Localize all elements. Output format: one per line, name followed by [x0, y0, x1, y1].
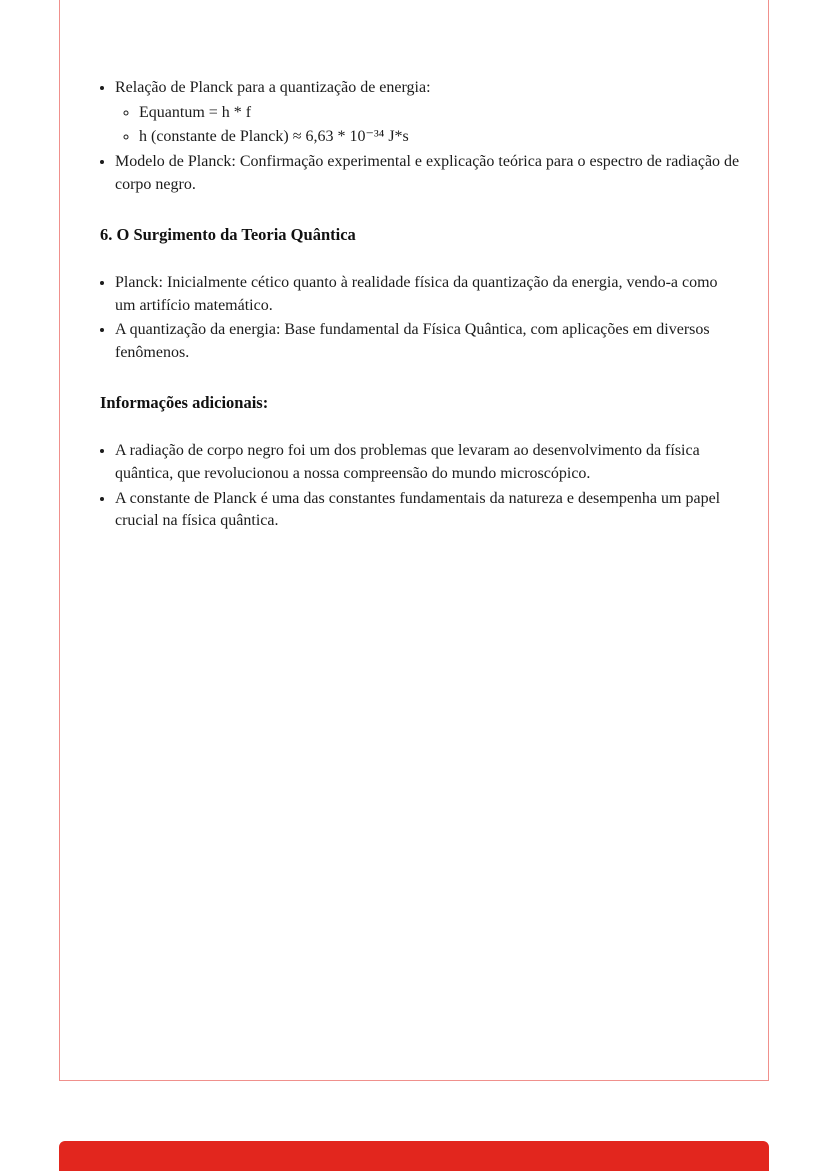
planck-relation-list — [100, 77, 740, 197]
list-subitem: ◦ h (constante de Planck) ≈ 6,63 * 10⁻³⁴ J*s — [139, 126, 740, 149]
list-item — [115, 151, 740, 196]
page-content — [60, 0, 768, 533]
list-item-text: Relação de Planck para a quantização de energia: — [115, 79, 431, 96]
list-subitem: ◦ Equantum = h * f — [139, 102, 740, 125]
section-heading-informacoes-adicionais: Informações adicionais: — [100, 392, 269, 412]
list-item: • A constante de Planck é uma das constantes fundamentais da natureza e desempenha um papel crucial na física quântica. — [115, 488, 740, 533]
list-item-text: Modelo de Planck: Confirmação experimental e explicação teórica para o espectro de radiação de corpo negro. — [115, 153, 740, 193]
teoria-quantica-list — [100, 272, 740, 365]
list-item: • A radiação de corpo negro foi um dos problemas que levaram ao desenvolvimento da física quântica, que revolucionou a nossa compreensão do mundo microscópico. — [115, 440, 740, 485]
list-item — [115, 77, 740, 149]
informacoes-adicionais-list — [100, 440, 740, 533]
section-heading-teoria-quantica: 6. O Surgimento da Teoria Quântica — [100, 224, 356, 244]
list-item: • A quantização da energia: Base fundamental da Física Quântica, com aplicações em diversos fenômenos. — [115, 319, 740, 364]
document-page — [59, 0, 769, 1081]
list-item: • Planck: Inicialmente cético quanto à realidade física da quantização da energia, vendo-a como um artifício matemático. — [115, 272, 740, 317]
next-page-header-bar — [59, 1141, 769, 1171]
planck-relation-sublist — [115, 102, 740, 149]
